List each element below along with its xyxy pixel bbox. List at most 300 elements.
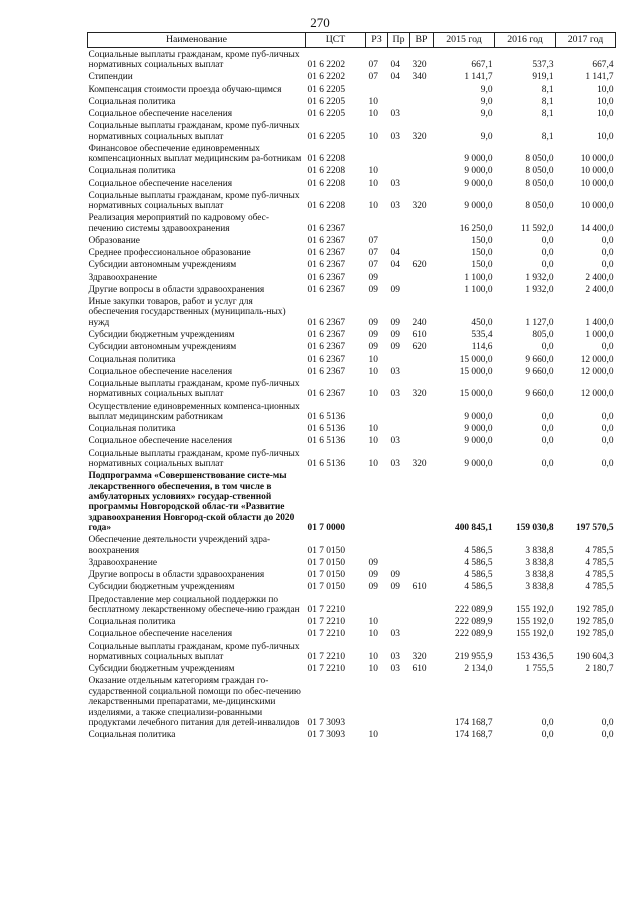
cell-2015: 150,0 <box>471 260 493 271</box>
cell-name: Социальное обеспечение населения <box>88 178 233 189</box>
cell-2017: 1 400,0 <box>585 317 614 328</box>
cell-2015: 222 089,9 <box>455 605 493 615</box>
cell-rz: 10 <box>368 389 378 400</box>
table-row <box>88 107 616 119</box>
cell-vr <box>410 435 434 447</box>
cell-rz: 10 <box>368 629 378 640</box>
cell-2017: 0,0 <box>601 718 614 729</box>
cell-2015: 535,4 <box>471 330 493 341</box>
table-row <box>88 675 616 729</box>
cell-rz <box>366 83 388 95</box>
cell-2015: 222 089,9 <box>455 629 493 640</box>
cell-2016: 1 755,5 <box>525 664 554 675</box>
cell-vr <box>410 365 434 377</box>
cell-pr <box>388 212 410 235</box>
cell-2016: 159 030,8 <box>516 523 554 534</box>
cell-rz: 07 <box>368 72 378 83</box>
cell-2015: 667,1 <box>471 60 493 71</box>
table-row <box>88 556 616 568</box>
cell-pr: 09 <box>390 284 400 295</box>
cell-2016: 155 192,0 <box>516 629 554 640</box>
cell-rz: 10 <box>368 201 378 212</box>
table-row <box>88 234 616 246</box>
cell-2016: 3 838,8 <box>525 570 554 581</box>
table-body <box>88 48 616 741</box>
cell-name: Обеспечение деятельности учреждений здра-воохранения <box>88 535 271 556</box>
cell-2017: 0,0 <box>601 260 614 271</box>
cell-2017: 10,0 <box>597 96 614 107</box>
cell-pr <box>388 83 410 95</box>
cell-vr <box>410 142 434 165</box>
cell-cst: 01 6 2367 <box>307 284 345 295</box>
cell-vr <box>410 728 434 740</box>
cell-2015: 4 586,5 <box>464 545 493 556</box>
cell-rz: 09 <box>368 570 378 581</box>
cell-rz: 10 <box>368 730 378 741</box>
cell-name: Социальное обеспечение населения <box>88 366 233 377</box>
cell-2017: 192 785,0 <box>576 605 614 615</box>
cell-pr <box>388 728 410 740</box>
cell-rz: 09 <box>368 330 378 341</box>
cell-cst: 01 7 2210 <box>307 652 345 663</box>
cell-rz: 07 <box>368 260 378 271</box>
cell-2017: 4 785,5 <box>585 582 614 593</box>
header-2015: 2015 год <box>434 33 495 48</box>
cell-2017: 192 785,0 <box>576 617 614 628</box>
cell-2015: 9 000,0 <box>464 436 493 447</box>
cell-pr: 03 <box>390 389 400 400</box>
cell-cst: 01 6 2367 <box>307 354 345 365</box>
cell-name: Социальная политика <box>88 617 176 628</box>
cell-2015: 9 000,0 <box>464 201 493 212</box>
cell-vr <box>410 615 434 627</box>
table-row <box>88 615 616 627</box>
cell-2016: 0,0 <box>541 260 554 271</box>
cell-vr <box>410 422 434 434</box>
cell-rz <box>366 675 388 729</box>
cell-2016: 8 050,0 <box>525 201 554 212</box>
cell-rz <box>366 142 388 165</box>
cell-name: Среднее профессиональное образование <box>88 248 251 259</box>
cell-2015: 9 000,0 <box>464 458 493 469</box>
cell-vr <box>410 353 434 365</box>
cell-rz: 10 <box>368 664 378 675</box>
cell-vr <box>410 234 434 246</box>
cell-vr <box>410 568 434 580</box>
cell-pr: 03 <box>390 436 400 447</box>
table-header-row <box>88 33 616 48</box>
cell-cst: 01 6 2367 <box>307 272 345 283</box>
cell-rz: 09 <box>368 557 378 568</box>
cell-pr: 03 <box>390 366 400 377</box>
cell-2016: 8 050,0 <box>525 154 554 165</box>
cell-2016: 9 660,0 <box>525 389 554 400</box>
cell-rz: 10 <box>368 96 378 107</box>
cell-2016: 3 838,8 <box>525 582 554 593</box>
cell-2017: 10 000,0 <box>580 178 614 189</box>
cell-name: Оказание отдельным категориям граждан го-сударственной социальной помощи по обес-печению лекарственными препаратами, ме-дицинскими изделиями, а также специализи-рованными продуктами лечебного питания для детей-инвалидов <box>88 676 301 729</box>
cell-2015: 4 586,5 <box>464 557 493 568</box>
cell-rz <box>366 534 388 557</box>
cell-rz: 10 <box>368 131 378 142</box>
table-row <box>88 581 616 593</box>
table-row <box>88 534 616 557</box>
table-row <box>88 83 616 95</box>
cell-cst: 01 7 0150 <box>307 570 345 581</box>
table-row <box>88 259 616 271</box>
table-row <box>88 246 616 258</box>
cell-2017: 1 141,7 <box>585 72 614 83</box>
cell-2016: 8,1 <box>541 84 554 95</box>
cell-2016: 3 838,8 <box>525 545 554 556</box>
cell-cst: 01 6 2367 <box>307 223 345 234</box>
table-row <box>88 95 616 107</box>
cell-2016: 8,1 <box>541 109 554 120</box>
cell-name: Социальные выплаты гражданам, кроме пуб-личных нормативных социальных выплат <box>88 121 300 142</box>
table-row <box>88 271 616 283</box>
cell-2015: 9 000,0 <box>464 154 493 165</box>
cell-2015: 4 586,5 <box>464 570 493 581</box>
cell-cst: 01 6 5136 <box>307 411 345 422</box>
cell-name: Здравоохранение <box>88 272 157 283</box>
cell-2017: 190 604,3 <box>576 652 614 663</box>
table-row <box>88 400 616 423</box>
cell-2015: 16 250,0 <box>459 223 493 234</box>
cell-pr: 03 <box>390 629 400 640</box>
cell-pr: 09 <box>390 342 400 353</box>
cell-vr: 610 <box>412 582 427 593</box>
cell-name: Другие вопросы в области здравоохранения <box>88 284 265 295</box>
cell-vr: 240 <box>412 317 427 328</box>
cell-vr: 610 <box>412 330 427 341</box>
cell-2017: 2 180,7 <box>585 664 614 675</box>
cell-vr <box>410 83 434 95</box>
table-row <box>88 48 616 71</box>
cell-pr: 04 <box>390 260 400 271</box>
budget-table <box>87 32 616 741</box>
cell-2017: 10 000,0 <box>580 166 614 177</box>
cell-cst: 01 6 2205 <box>307 131 345 142</box>
table-row <box>88 435 616 447</box>
cell-cst: 01 7 3093 <box>307 730 345 741</box>
cell-2015: 9 000,0 <box>464 424 493 435</box>
cell-cst: 01 6 2367 <box>307 260 345 271</box>
cell-2015: 174 168,7 <box>455 730 493 741</box>
cell-vr: 320 <box>412 458 427 469</box>
cell-2016: 1 127,0 <box>525 317 554 328</box>
cell-2016: 8,1 <box>541 131 554 142</box>
cell-2015: 174 168,7 <box>455 718 493 729</box>
cell-2015: 9 000,0 <box>464 411 493 422</box>
header-2017: 2017 год <box>556 33 616 48</box>
cell-2017: 0,0 <box>601 248 614 259</box>
cell-2016: 8 050,0 <box>525 166 554 177</box>
cell-vr <box>410 165 434 177</box>
cell-vr: 620 <box>412 342 427 353</box>
cell-2015: 114,6 <box>471 342 493 353</box>
cell-pr: 03 <box>390 109 400 120</box>
header-pr: Пр <box>388 33 410 48</box>
header-rz: РЗ <box>366 33 388 48</box>
table-row <box>88 447 616 470</box>
cell-2016: 805,0 <box>532 330 554 341</box>
cell-vr <box>410 246 434 258</box>
cell-rz: 10 <box>368 424 378 435</box>
cell-2017: 12 000,0 <box>580 366 614 377</box>
cell-2015: 9 000,0 <box>464 166 493 177</box>
cell-pr <box>388 593 410 616</box>
cell-cst: 01 7 2210 <box>307 629 345 640</box>
cell-2015: 450,0 <box>471 317 493 328</box>
cell-2017: 192 785,0 <box>576 629 614 640</box>
cell-pr <box>388 556 410 568</box>
cell-name: Образование <box>88 236 140 247</box>
cell-cst: 01 6 5136 <box>307 436 345 447</box>
cell-2015: 150,0 <box>471 236 493 247</box>
cell-pr: 04 <box>390 60 400 71</box>
cell-name: Финансовое обеспечение единовременных компенсационных выплат медицинским ра-ботникам <box>88 143 302 165</box>
cell-vr <box>410 534 434 557</box>
cell-pr: 03 <box>390 664 400 675</box>
cell-vr <box>410 271 434 283</box>
cell-cst: 01 6 2367 <box>307 330 345 341</box>
cell-name: Здравоохранение <box>88 557 157 568</box>
cell-2017: 12 000,0 <box>580 389 614 400</box>
cell-name: Субсидии бюджетным учреждениям <box>88 664 235 675</box>
cell-cst: 01 6 2367 <box>307 342 345 353</box>
cell-2017: 0,0 <box>601 730 614 741</box>
cell-name: Субсидии бюджетным учреждениям <box>88 330 235 341</box>
cell-name: Компенсация стоимости проезда обучаю-щимся <box>88 84 282 95</box>
cell-vr: 320 <box>412 60 427 71</box>
cell-vr <box>410 469 434 533</box>
header-vr: ВР <box>410 33 434 48</box>
cell-pr <box>388 234 410 246</box>
cell-cst: 01 6 2205 <box>307 96 345 107</box>
cell-2017: 0,0 <box>601 458 614 469</box>
cell-pr <box>388 353 410 365</box>
cell-2016: 0,0 <box>541 436 554 447</box>
cell-vr <box>410 593 434 616</box>
cell-rz: 09 <box>368 317 378 328</box>
table-row <box>88 177 616 189</box>
cell-cst: 01 6 2202 <box>307 60 345 71</box>
table-row <box>88 728 616 740</box>
cell-vr <box>410 675 434 729</box>
cell-rz: 10 <box>368 354 378 365</box>
cell-vr <box>410 400 434 423</box>
table-row <box>88 212 616 235</box>
cell-pr <box>388 615 410 627</box>
cell-name: Социальные выплаты гражданам, кроме пуб-личных нормативных социальных выплат <box>88 378 300 400</box>
cell-vr: 320 <box>412 389 427 400</box>
cell-2015: 15 000,0 <box>459 354 493 365</box>
cell-pr: 09 <box>390 330 400 341</box>
cell-vr <box>410 177 434 189</box>
table-row <box>88 142 616 165</box>
cell-2016: 0,0 <box>541 411 554 422</box>
cell-2015: 2 134,0 <box>464 664 493 675</box>
cell-2015: 1 141,7 <box>464 72 493 83</box>
cell-vr: 620 <box>412 260 427 271</box>
table-row <box>88 353 616 365</box>
cell-2017: 0,0 <box>601 411 614 422</box>
table-row <box>88 341 616 353</box>
cell-cst: 01 6 2205 <box>307 84 345 95</box>
cell-name: Иные закупки товаров, работ и услуг для обеспечения государственных (муниципаль-ных) нужд <box>88 297 286 328</box>
header-cst: ЦСТ <box>306 33 366 48</box>
cell-rz <box>366 400 388 423</box>
table-row <box>88 295 616 328</box>
cell-name: Социальная политика <box>88 166 176 177</box>
table-row <box>88 628 616 640</box>
cell-pr: 03 <box>390 652 400 663</box>
cell-name: Социальная политика <box>88 96 176 107</box>
cell-cst: 01 6 2367 <box>307 317 345 328</box>
cell-rz: 09 <box>368 284 378 295</box>
cell-cst: 01 6 2367 <box>307 366 345 377</box>
cell-name: Стипендии <box>88 72 133 83</box>
cell-rz: 09 <box>368 272 378 283</box>
cell-pr <box>388 271 410 283</box>
table-row <box>88 377 616 400</box>
cell-pr: 03 <box>390 201 400 212</box>
cell-2015: 150,0 <box>471 248 493 259</box>
cell-name: Субсидии автономным учреждениям <box>88 260 237 271</box>
cell-2017: 4 785,5 <box>585 545 614 556</box>
table-row <box>88 422 616 434</box>
cell-2017: 1 000,0 <box>585 330 614 341</box>
cell-2016: 11 592,0 <box>521 223 554 234</box>
cell-name: Социальные выплаты гражданам, кроме пуб-личных нормативных социальных выплат <box>88 641 300 663</box>
cell-vr <box>410 283 434 295</box>
header-2016: 2016 год <box>495 33 556 48</box>
cell-name: Социальное обеспечение населения <box>88 436 233 447</box>
cell-2016: 1 932,0 <box>525 272 554 283</box>
cell-name: Субсидии автономным учреждениям <box>88 342 237 353</box>
header-name: Наименование <box>88 33 306 48</box>
cell-2017: 12 000,0 <box>580 354 614 365</box>
cell-name: Социальная политика <box>88 354 176 365</box>
cell-2017: 0,0 <box>601 236 614 247</box>
cell-2016: 155 192,0 <box>516 605 554 615</box>
cell-cst: 01 7 2210 <box>307 605 345 615</box>
table-row <box>88 640 616 663</box>
table-row <box>88 71 616 83</box>
cell-2015: 400 845,1 <box>455 523 493 534</box>
cell-cst: 01 6 2205 <box>307 109 345 120</box>
cell-cst: 01 7 0000 <box>307 523 345 534</box>
cell-2017: 10 000,0 <box>580 154 614 165</box>
cell-rz: 07 <box>368 248 378 259</box>
cell-2015: 15 000,0 <box>459 389 493 400</box>
cell-cst: 01 7 0150 <box>307 545 345 556</box>
cell-name: Субсидии бюджетным учреждениям <box>88 582 235 593</box>
cell-pr <box>388 534 410 557</box>
cell-rz: 10 <box>368 166 378 177</box>
cell-pr <box>388 165 410 177</box>
cell-2017: 0,0 <box>601 436 614 447</box>
cell-2015: 4 586,5 <box>464 582 493 593</box>
cell-vr <box>410 628 434 640</box>
cell-cst: 01 6 2208 <box>307 154 345 165</box>
cell-name: Социальная политика <box>88 424 176 435</box>
cell-2015: 1 100,0 <box>464 272 493 283</box>
cell-pr: 03 <box>390 178 400 189</box>
cell-2016: 153 436,5 <box>516 652 554 663</box>
cell-2016: 1 932,0 <box>525 284 554 295</box>
cell-vr <box>410 212 434 235</box>
cell-cst: 01 7 0150 <box>307 557 345 568</box>
cell-pr: 09 <box>390 570 400 581</box>
cell-rz: 10 <box>368 436 378 447</box>
cell-2016: 0,0 <box>541 718 554 729</box>
cell-2016: 0,0 <box>541 730 554 741</box>
cell-pr: 09 <box>390 582 400 593</box>
cell-rz: 10 <box>368 617 378 628</box>
cell-rz: 07 <box>368 60 378 71</box>
cell-2015: 219 955,9 <box>455 652 493 663</box>
cell-2017: 14 400,0 <box>580 223 614 234</box>
cell-pr: 09 <box>390 317 400 328</box>
cell-2015: 9,0 <box>480 96 493 107</box>
cell-2016: 0,0 <box>541 342 554 353</box>
table-row <box>88 568 616 580</box>
cell-2016: 0,0 <box>541 248 554 259</box>
cell-2015: 1 100,0 <box>464 284 493 295</box>
cell-rz <box>366 469 388 533</box>
cell-cst: 01 7 2210 <box>307 617 345 628</box>
cell-vr: 320 <box>412 201 427 212</box>
cell-2017: 667,4 <box>592 60 614 71</box>
cell-2015: 9,0 <box>480 109 493 120</box>
cell-name: Социальное обеспечение населения <box>88 629 233 640</box>
cell-cst: 01 6 5136 <box>307 424 345 435</box>
cell-2017: 10,0 <box>597 84 614 95</box>
cell-2016: 8,1 <box>541 96 554 107</box>
cell-2016: 8 050,0 <box>525 178 554 189</box>
table-row <box>88 469 616 533</box>
cell-cst: 01 6 2367 <box>307 236 345 247</box>
cell-2017: 197 570,5 <box>576 523 614 534</box>
cell-name: Предоставление мер социальной поддержки по бесплатному лекарственному обеспече-нию граждан <box>88 594 300 615</box>
cell-cst: 01 7 0150 <box>307 582 345 593</box>
cell-vr: 340 <box>412 72 427 83</box>
table-row <box>88 365 616 377</box>
cell-2016: 537,3 <box>532 60 554 71</box>
cell-name: Социальное обеспечение населения <box>88 109 233 120</box>
cell-2016: 0,0 <box>541 236 554 247</box>
cell-vr: 320 <box>412 652 427 663</box>
cell-rz: 10 <box>368 458 378 469</box>
cell-pr <box>388 469 410 533</box>
cell-name: Социальные выплаты гражданам, кроме пуб-личных нормативных социальных выплат <box>88 190 300 212</box>
cell-vr: 610 <box>412 664 427 675</box>
cell-2016: 3 838,8 <box>525 557 554 568</box>
cell-rz: 09 <box>368 582 378 593</box>
cell-rz <box>366 593 388 616</box>
cell-cst: 01 7 3093 <box>307 718 345 729</box>
cell-pr <box>388 142 410 165</box>
cell-name: Подпрограмма «Совершенствование систе-мы лекарственного обеспечения, в том числе в амбулаторных условиях» государ-ственной программы Новгородской облас-ти «Развитие здравоохранения Новгород-ской области до 2020 года» <box>88 471 295 534</box>
cell-vr <box>410 556 434 568</box>
cell-vr <box>410 95 434 107</box>
table-row <box>88 165 616 177</box>
cell-vr <box>410 107 434 119</box>
cell-rz: 10 <box>368 366 378 377</box>
cell-2015: 9 000,0 <box>464 178 493 189</box>
cell-pr: 04 <box>390 72 400 83</box>
